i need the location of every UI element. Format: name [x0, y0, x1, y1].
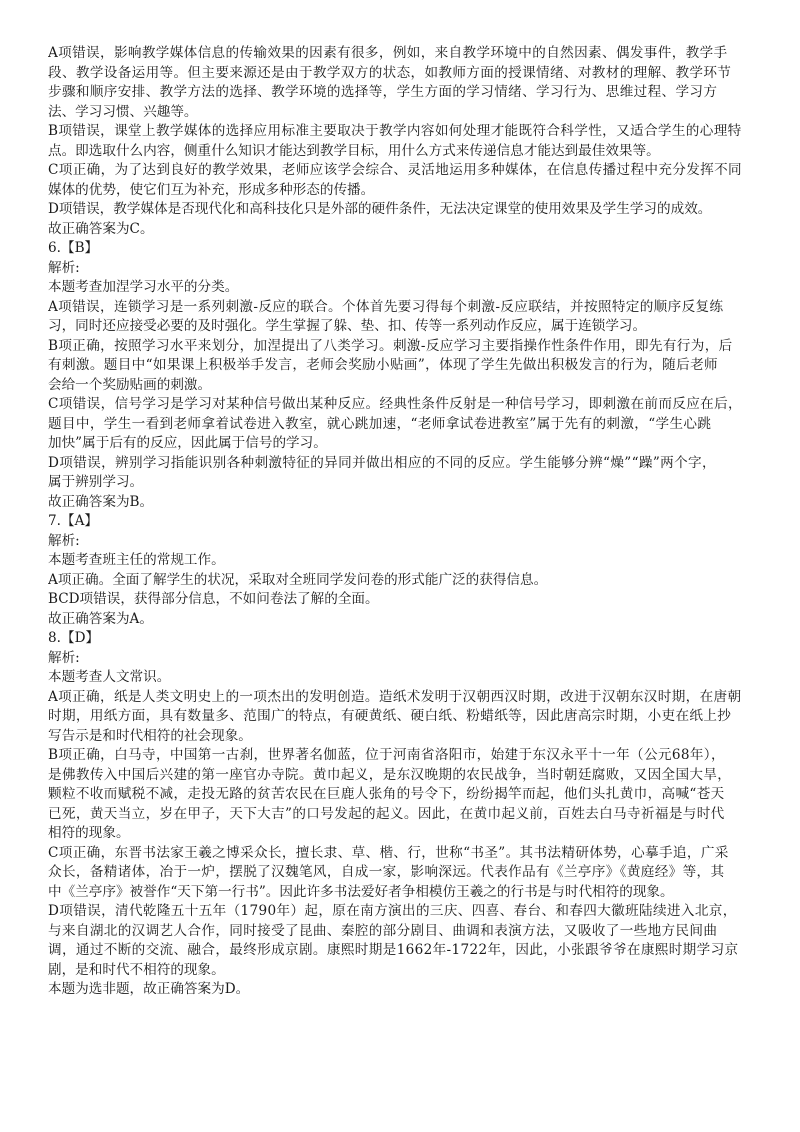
text-line: A项正确。全面了解学生的状况，采取对全班同学发问卷的形式能广泛的获得信息。: [48, 571, 548, 588]
text-line: 有刺激。题目中“如果课上积极举手发言，老师会奖励小贴画”，体现了学生先做出积极发言的行为，随后老师: [48, 357, 718, 373]
text-line: C项正确，为了达到良好的教学效果，老师应该学会综合、灵活地运用多种媒体，在信息传播过程中充分发挥不同: [48, 162, 742, 178]
text-line: 与来自湖北的汉调艺人合作，同时接受了昆曲、秦腔的部分剧目、曲调和表演方法，又吸收了一些地方民间曲: [48, 922, 718, 939]
text-line: 步骤和顺序安排、教学方法的选择、教学环境的选择等，学生方面的学习情绪、学习行为、思维过程、学习方: [48, 84, 718, 100]
text-line: A项正确，纸是人类文明史上的一项杰出的发明创造。造纸术发明于汉朝西汉时期，改进于汉朝东汉时期，在唐朝: [48, 688, 742, 705]
text-line: 写告示是和时代相符的社会现象。: [48, 727, 252, 744]
text-line: 会给一个奖励贴画的刺激。: [48, 376, 212, 393]
text-line: BCD项错误，获得部分信息，不如问卷法了解的全面。: [48, 591, 379, 607]
question-number: 6.【B】: [48, 240, 99, 256]
text-line: 已死，黄天当立，岁在甲子，天下大吉”的口号发起的起义。因此，在黄巾起义前，百姓去白马寺祈福是与时代: [48, 805, 725, 822]
answer-line: 故正确答案为C。: [48, 220, 154, 237]
text-line: D项错误，教学媒体是否现代化和高科技化只是外部的硬件条件，无法决定课堂的使用效果及学生学习的成效。: [48, 201, 712, 217]
text-line: D项错误，辨别学习指能识别各种刺激特征的异同并做出相应的不同的反应。学生能够分辨“燥”“躁”两个字，: [48, 454, 716, 471]
text-line: D项错误，清代乾隆五十五年（1790年）起，原在南方演出的三庆、四喜、春台、和春四大徽班陆续进入北京，: [48, 903, 737, 919]
text-line: 中《兰亭序》被誉作“天下第一行书”。因此许多书法爱好者争相模仿王羲之的行书是与时代相符的现象。: [48, 883, 674, 900]
text-line: 习，同时还应接受必要的及时强化。学生掌握了躲、垫、扣、传等一系列动作反应，属于连锁学习。: [48, 318, 647, 334]
text-line: B项正确，白马寺，中国第一古刹，世界著名伽蓝，位于河南省洛阳市，始建于东汉永平十一年（公元68年），: [48, 747, 725, 763]
text-line: A项错误，连锁学习是一系列刺激-反应的联合。个体首先要习得每个刺激-反应联结，并按照特定的顺序反复练: [48, 298, 724, 315]
text-line: 剧，是和时代不相符的现象。: [48, 961, 225, 978]
question-number: 7.【A】: [48, 513, 98, 529]
text-line: B项错误，课堂上教学媒体的选择应用标准主要取决于教学内容如何处理才能既符合科学性，又适合学生的心理特: [48, 123, 742, 139]
answer-line: 故正确答案为B。: [48, 493, 154, 510]
text-line: 调，通过不断的交流、融合，最终形成京剧。康熙时期是1662年-1722年，因此，小张跟爷爷在康熙时期学习京: [48, 942, 739, 958]
text-line: C项正确，东晋书法家王羲之博采众长，擅长隶、草、楷、行，世称“书圣”。其书法精研体势，心摹手追，广采: [48, 844, 729, 861]
text-line: 媒体的优势，使它们互为补充，形成多种形态的传播。: [48, 181, 375, 198]
question-number: 8.【D】: [48, 630, 100, 646]
text-line: 点。即选取什么内容，侧重什么知识才能达到教学目标，用什么方式来传递信息才能达到最佳效果等。: [48, 142, 660, 159]
analysis-label: 解析:: [48, 259, 80, 276]
text-line: C项错误，信号学习是学习对某种信号做出某种反应。经典性条件反射是一种信号学习，即刺激在前而反应在后，: [48, 396, 742, 412]
analysis-label: 解析:: [48, 649, 80, 666]
answer-line: 故正确答案为A。: [48, 610, 153, 627]
analysis-label: 解析:: [48, 532, 80, 549]
text-line: 法、学习习惯、兴趣等。: [48, 103, 198, 120]
text-line: 时期，用纸方面，具有数量多、范围广的特点，有硬黄纸、硬白纸、粉蜡纸等，因此唐高宗时期，小吏在纸上抄: [48, 708, 732, 724]
text-line: 相符的现象。: [48, 825, 130, 841]
text-line: 段、教学设备运用等。但主要来源还是由于教学双方的状态，如教师方面的授课情绪、对教材的理解、教学环节: [48, 64, 732, 81]
text-line: 属于辨别学习。: [48, 474, 144, 490]
text-line: 颗粒不收而赋税不减，走投无路的贫苦农民在巨鹿人张角的号令下，纷纷揭竿而起，他们头扎黄巾，高喊“苍天: [48, 786, 725, 802]
text-line: 本题考查人文常识。: [48, 669, 171, 685]
text-line: 加快”属于后有的反应，因此属于信号的学习。: [48, 435, 327, 451]
text-line: 本题考查加涅学习水平的分类。: [48, 279, 239, 295]
answer-explanation-document: [48, 44, 760, 1000]
text-line: 是佛教传入中国后兴建的第一座官办寺院。黄巾起义，是东汉晚期的农民战争，当时朝廷腐败，又因全国大旱，: [48, 766, 732, 783]
text-line: 本题考查班主任的常规工作。: [48, 552, 225, 568]
text-line: A项错误，影响教学媒体信息的传输效果的因素有很多，例如，来自教学环境中的自然因素、偶发事件，教学手: [48, 45, 728, 61]
text-line: 众长，备精诸体，冶于一炉，摆脱了汉魏笔风，自成一家，影响深远。代表作品有《兰亭序》《黄庭经》等，其: [48, 864, 725, 880]
text-line: B项正确，按照学习水平来划分，加涅提出了八类学习。刺激-反应学习主要指操作性条件作用，即先有行为，后: [48, 337, 733, 354]
answer-line: 本题为选非题，故正确答案为D。: [48, 981, 250, 997]
text-line: 题目中，学生一看到老师拿着试卷进入教室，就心跳加速，“老师拿试卷进教室”属于先有的刺激，“学生心跳: [48, 415, 712, 432]
